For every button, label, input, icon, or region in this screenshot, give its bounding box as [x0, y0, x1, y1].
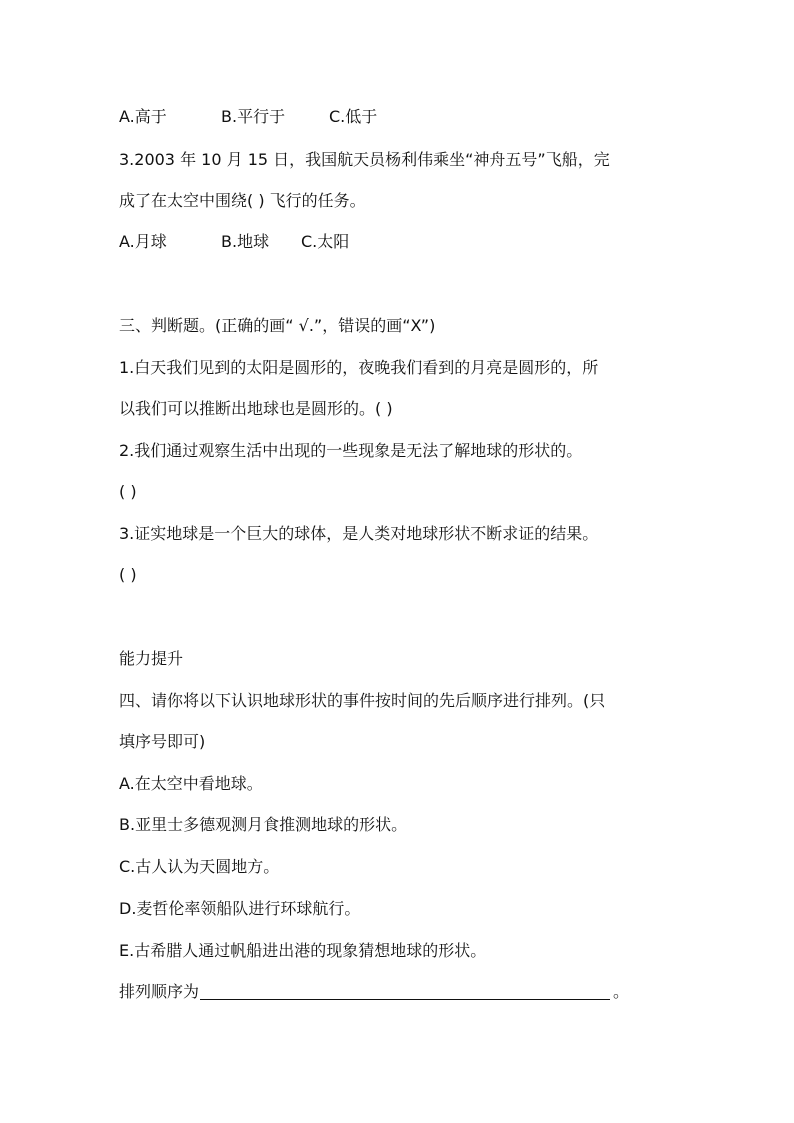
answer-end: 。 [613, 982, 630, 1001]
tf-item-3-line2: ( ) [119, 565, 137, 584]
tf-item-1-line1: 1.白天我们见到的太阳是圆形的，夜晚我们看到的月亮是圆形的，所 [119, 358, 599, 377]
q2-option-c: C.低于 [329, 107, 378, 126]
tf-item-1-line2: 以我们可以推断出地球也是圆形的。( ) [119, 399, 393, 418]
event-item-d: D.麦哲伦率领船队进行环球航行。 [119, 899, 361, 918]
q3-text-line1: 3.2003 年 10 月 15 日，我国航天员杨利伟乘坐“神舟五号”飞船，完 [119, 150, 610, 169]
tf-item-3-line1: 3.证实地球是一个巨大的球体，是人类对地球形状不断求证的结果。 [119, 524, 599, 543]
section4-title-line2: 填序号即可) [119, 732, 206, 751]
q3-option-c: C.太阳 [301, 232, 350, 251]
q2-option-b: B.平行于 [221, 107, 286, 126]
event-item-e: E.古希腊人通过帆船进出港的现象猜想地球的形状。 [119, 941, 487, 960]
answer-label: 排列顺序为 [119, 982, 200, 1001]
section3-title: 三、判断题。(正确的画“ √.”，错误的画“X”) [119, 316, 436, 335]
answer-blank[interactable] [200, 998, 610, 1000]
tf-item-2-line1: 2.我们通过观察生活中出现的一些现象是无法了解地球的形状的。 [119, 441, 583, 460]
event-item-c: C.古人认为天圆地方。 [119, 857, 280, 876]
event-item-a: A.在太空中看地球。 [119, 774, 263, 793]
q2-option-a: A.高于 [119, 107, 167, 126]
q3-text-line2: 成了在太空中围绕( ) 飞行的任务。 [119, 191, 366, 210]
answer-line [119, 980, 699, 1004]
event-item-b: B.亚里士多德观测月食推测地球的形状。 [119, 815, 408, 834]
q2-options [119, 105, 699, 129]
section4-title-line1: 四、请你将以下认识地球形状的事件按时间的先后顺序进行排列。(只 [119, 691, 606, 710]
section4-heading: 能力提升 [119, 649, 184, 668]
tf-item-2-line2: ( ) [119, 482, 137, 501]
q3-option-b: B.地球 [221, 232, 270, 251]
q3-option-a: A.月球 [119, 232, 167, 251]
q3-options [119, 230, 699, 254]
